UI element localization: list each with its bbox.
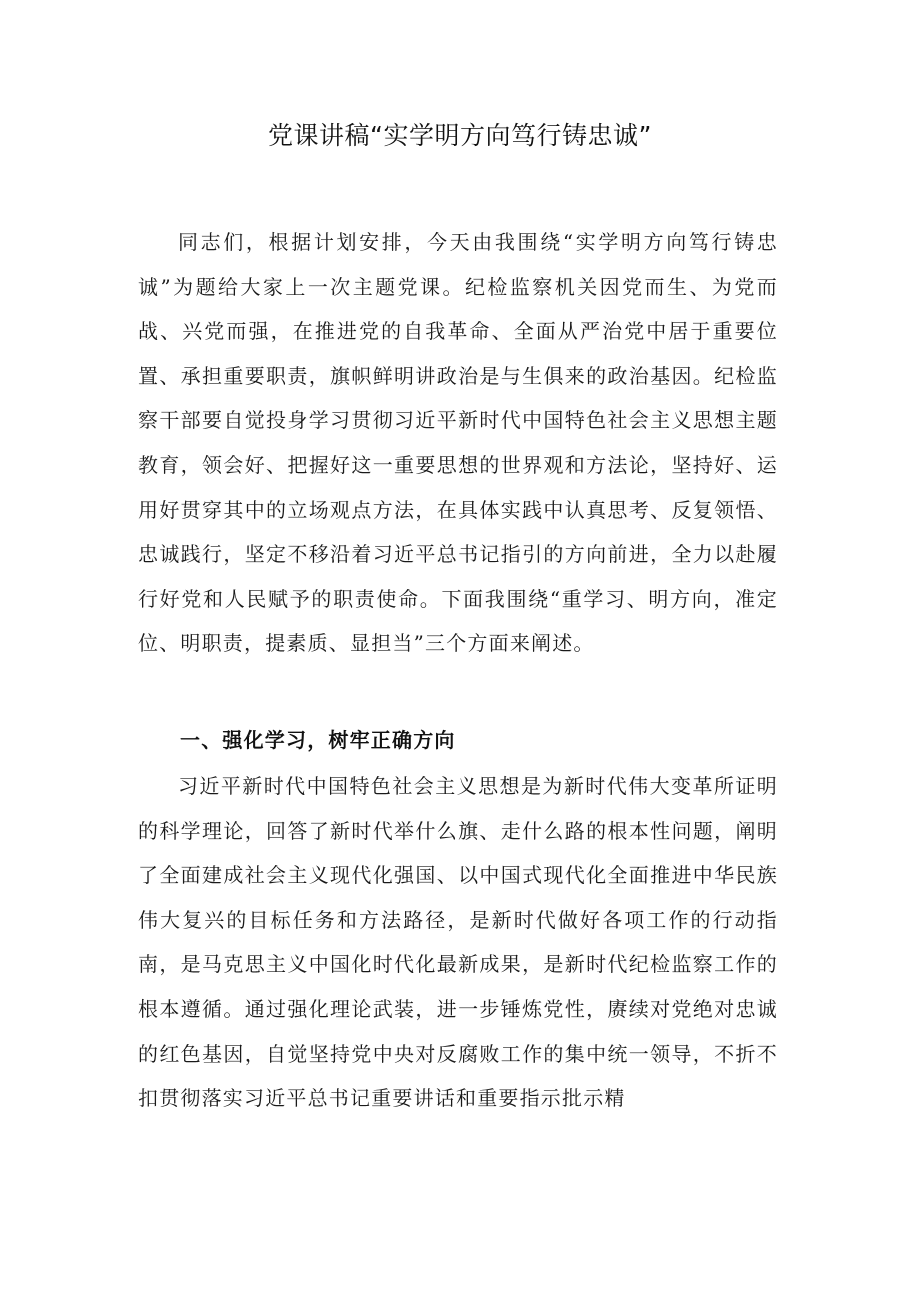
paragraph-intro: 同志们，根据计划安排，今天由我围绕“实学明方向笃行铸忠诚”为题给大家上一次主题党课。纪检监察机关因党而生、为党而战、兴党而强，在推进党的自我革命、全面从严治党中居于重要位置、承担重要职责，旗帜鲜明讲政治是与生俱来的政治基因。纪检监察干部要自觉投身学习贯彻习近平新时代中国特色社会主义思想主题教育，领会好、把握好这一重要思想的世界观和方法论，坚持好、运用好贯穿其中的立场观点方法，在具体实践中认真思考、反复领悟、忠诚践行，坚定不移沿着习近平总书记指引的方向前进，全力以赴履行好党和人民赋予的职责使命。下面我围绕“重学习、明方向，准定位、明职责，提素质、显担当”三个方面来阐述。: [138, 230, 778, 656]
document-title: 党课讲稿“实学明方向笃行铸忠诚”: [268, 121, 652, 150]
paragraph-section-1: 习近平新时代中国特色社会主义思想是为新时代伟大变革所证明的科学理论，回答了新时代举什么旗、走什么路的根本性问题，阐明了全面建成社会主义现代化强国、以中国式现代化全面推进中华民族伟大复兴的目标任务和方法路径，是新时代做好各项工作的行动指南，是马克思主义中国化时代化最新成果，是新时代纪检监察工作的根本遵循。通过强化理论武装，进一步锤炼党性，赓续对党绝对忠诚的红色基因，自觉坚持党中央对反腐败工作的集中统一领导，不折不扣贯彻落实习近平总书记重要讲话和重要指示批示精: [138, 774, 778, 1111]
section-heading-1: 一、强化学习，树牢正确方向: [180, 728, 456, 752]
